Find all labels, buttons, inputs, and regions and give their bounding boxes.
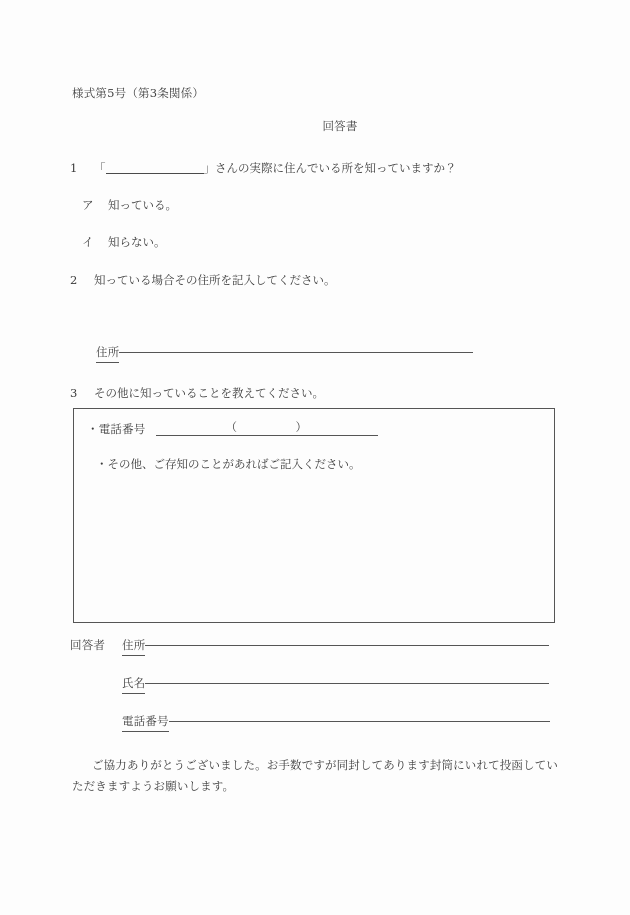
respondent-phone-rule[interactable] [169,721,550,722]
respondent-heading: 回答者 [70,638,106,652]
respondent-name-row[interactable] [122,675,549,694]
question-2-address-field[interactable] [96,344,473,363]
document-title: 回答書 [322,119,358,133]
question-1-text [94,160,457,176]
answer-box-phone-input[interactable] [156,420,378,436]
question-2 [70,272,336,288]
question-2-address-rule[interactable] [119,352,473,353]
respondent-address-row[interactable] [70,637,549,656]
paren-open: （ [225,420,237,434]
answer-box-phone-label: ・電話番号 [87,422,146,436]
question-2-text: 知っている場合その住所を記入してください。 [94,273,336,287]
question-1-prefix: 「 [94,161,106,175]
answer-box-free-text-area[interactable] [87,483,541,612]
respondent-phone-row[interactable] [122,713,550,732]
question-2-number: 2 [70,273,78,287]
respondent-name-rule[interactable] [145,683,549,684]
answer-box-phone-row [87,420,378,437]
question-1-choice-b[interactable] [82,234,166,250]
choice-a-label: 知っている。 [108,198,177,212]
question-1-suffix: 」さんの実際に住んでいる所を知っていますか？ [203,161,457,175]
question-3-number: 3 [70,386,78,400]
question-1-name-blank[interactable] [106,160,204,174]
respondent-phone-label: 電話番号 [122,713,169,732]
paren-close: ） [295,420,307,434]
respondent-name-label: 氏名 [122,675,145,694]
choice-b-label: 知らない。 [108,235,166,249]
answer-box-other-label: ・その他、ご存知のことがあればご記入ください。 [96,457,361,471]
question-3 [70,385,324,401]
question-1 [70,160,457,176]
choice-b-mark: イ [82,235,94,249]
question-2-address-label: 住所 [96,344,119,363]
form-number: 様式第5号（第3条関係） [72,86,205,100]
closing-paragraph: ご協力ありがとうございました。お手数ですが同封してあります封筒にいれて投函していただきますようお願いします。 [72,758,558,794]
answer-box[interactable] [73,408,555,623]
respondent-address-rule[interactable] [145,645,549,646]
question-3-text: その他に知っていることを教えてください。 [94,386,324,400]
question-1-choice-a[interactable] [82,197,177,213]
respondent-address-label: 住所 [122,637,145,656]
question-1-number: 1 [70,161,78,175]
choice-a-mark: ア [82,198,94,212]
